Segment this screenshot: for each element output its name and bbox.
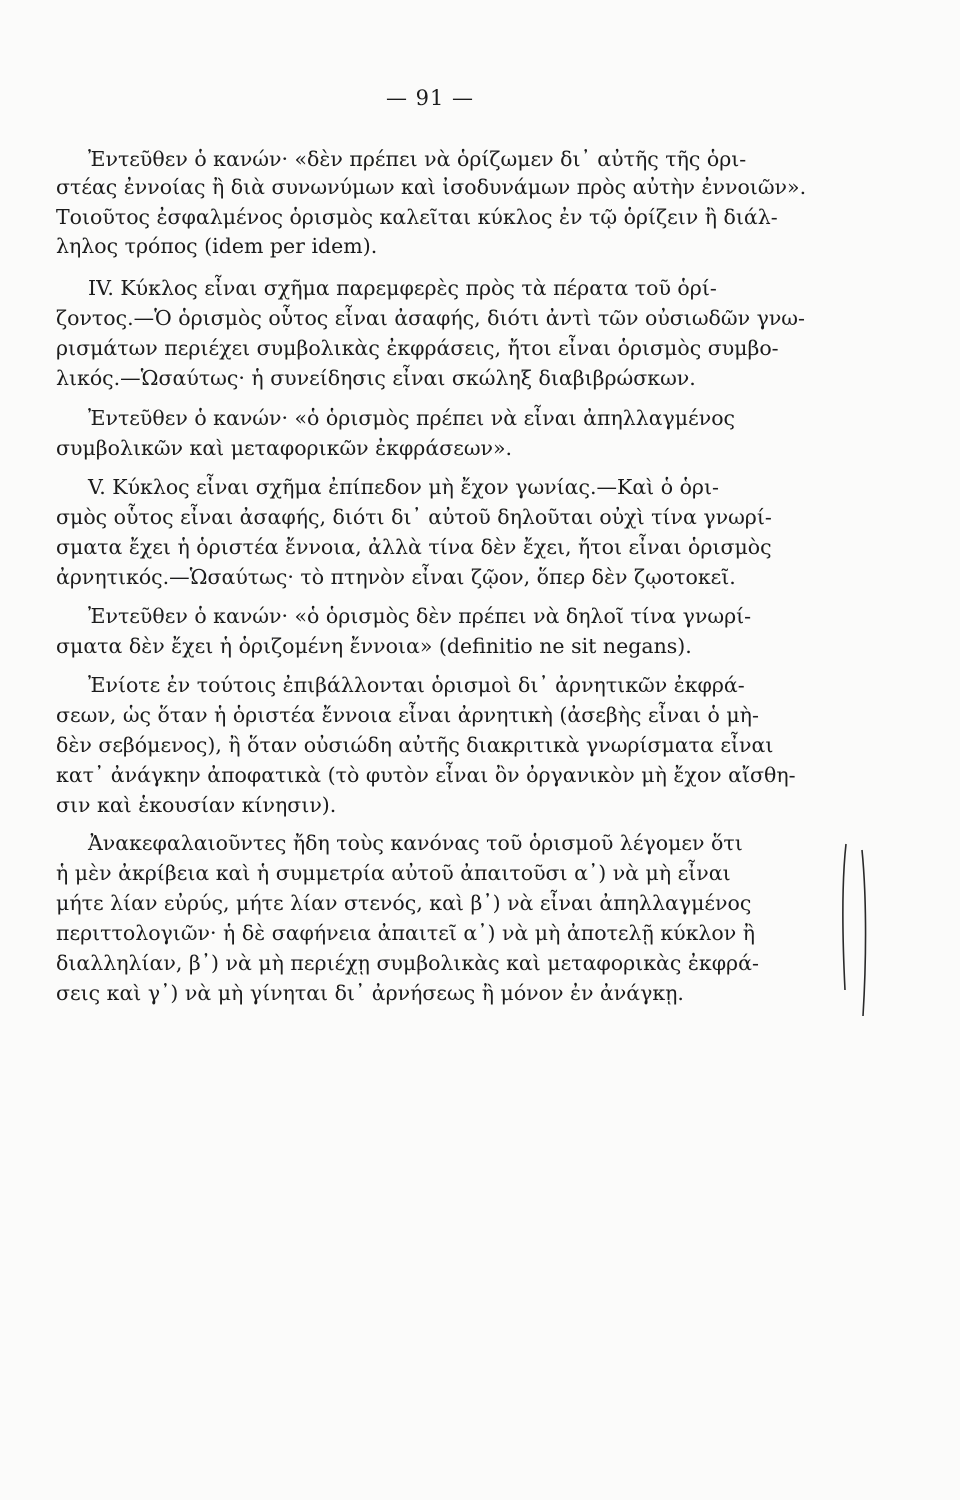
text-line: περιττολογιῶν· ἡ δὲ σαφήνεια ἀπαιτεῖ α᾽) νὰ μὴ ἀποτελῇ κύκλον ἢ — [56, 921, 756, 945]
text-line: διαλληλίαν, β᾽) νὰ μὴ περιέχῃ συμβολικὰς καὶ μεταφορικὰς ἐκφρά- — [56, 951, 759, 975]
text-line: ληλος τρόπος (idem per idem). — [56, 234, 378, 258]
page-number: — 91 — — [385, 86, 475, 110]
text-line: σματα δὲν ἔχει ἡ ὁριζομένη ἔννοια» (definitio ne sit negans). — [56, 634, 692, 658]
text-line: Ἐνίοτε ἐν τούτοις ἐπιβάλλονται ὁρισμοὶ δι᾽ ἀρνητικῶν ἐκφρά- — [88, 673, 745, 697]
text-line: σματα ἔχει ἡ ὁριστέα ἔννοια, ἀλλὰ τίνα δὲν ἔχει, ἤτοι εἶναι ὁρισμὸς — [56, 535, 772, 559]
text-line: μήτε λίαν εὐρύς, μήτε λίαν στενός, καὶ β᾽) νὰ εἶναι ἀπηλλαγμένος — [56, 891, 752, 915]
text-line: ἡ μὲν ἀκρίβεια καὶ ἡ συμμετρία αὐτοῦ ἀπαιτοῦσι α᾽) νὰ μὴ εἶναι — [56, 861, 731, 885]
text-line: λικός.—Ὡσαύτως· ἡ συνείδησις εἶναι σκώληξ διαβιβρώσκων. — [56, 366, 696, 390]
text-line: Τοιοῦτος ἐσφαλμένος ὁρισμὸς καλεῖται κύκλος ἐν τῷ ὁρίζειν ἢ διάλ- — [56, 205, 778, 229]
text-line: σιν καὶ ἑκουσίαν κίνησιν). — [56, 793, 337, 817]
text-line: Ἐντεῦθεν ὁ κανών· «δὲν πρέπει νὰ ὁρίζωμεν δι᾽ αὐτῆς τῆς ὁρι- — [88, 147, 747, 171]
text-line: Ἐντεῦθεν ὁ κανών· «ὁ ὁρισμὸς πρέπει νὰ εἶναι ἀπηλλαγμένος — [88, 406, 736, 430]
text-line: συμβολικῶν καὶ μεταφορικῶν ἐκφράσεων». — [56, 436, 513, 460]
text-line: ζοντος.—Ὁ ὁρισμὸς οὗτος εἶναι ἀσαφής, διότι ἀντὶ τῶν οὐσιωδῶν γνω- — [56, 306, 805, 330]
text-line: δὲν σεβόμενος), ἢ ὅταν οὐσιώδη αὐτῆς διακριτικὰ γνωρίσματα εἶναι — [56, 733, 774, 757]
text-line: V. Κύκλος εἶναι σχῆμα ἐπίπεδον μὴ ἔχον γωνίας.—Καὶ ὁ ὁρι- — [88, 475, 719, 499]
text-line: IV. Κύκλος εἶναι σχῆμα παρεμφερὲς πρὸς τὰ πέρατα τοῦ ὁρί- — [88, 276, 717, 300]
text-line: σεις καὶ γ᾽) νὰ μὴ γίνηται δι᾽ ἀρνήσεως ἢ μόνον ἐν ἀνάγκῃ. — [56, 981, 684, 1005]
text-line: σμὸς οὗτος εἶναι ἀσαφής, διότι δι᾽ αὐτοῦ δηλοῦται οὐχὶ τίνα γνωρί- — [56, 505, 772, 529]
text-line: κατ᾽ ἀνάγκην ἀποφατικὰ (τὸ φυτὸν εἶναι ὂν ὀργανικὸν μὴ ἔχον αἴσθη- — [56, 763, 796, 787]
text-line: ρισμάτων περιέχει συμβολικὰς ἐκφράσεις, ἤτοι εἶναι ὁρισμὸς συμβο- — [56, 336, 779, 360]
text-line: Ἀνακεφαλαιοῦντες ἤδη τοὺς κανόνας τοῦ ὁρισμοῦ λέγομεν ὅτι — [88, 831, 743, 855]
text-line: σεων, ὡς ὅταν ἡ ὁριστέα ἔννοια εἶναι ἀρνητικὴ (ἀσεβὴς εἶναι ὁ μὴ- — [56, 703, 759, 727]
text-line: Ἐντεῦθεν ὁ κανών· «ὁ ὁρισμὸς δὲν πρέπει νὰ δηλοῖ τίνα γνωρί- — [88, 604, 752, 628]
text-line: ἀρνητικός.—Ὡσαύτως· τὸ πτηνὸν εἶναι ζῷον, ὅπερ δὲν ζῳοτοκεῖ. — [56, 565, 736, 589]
text-line: στέας ἐννοίας ἢ διὰ συνωνύμων καὶ ἰσοδυνάμων πρὸς αὐτὴν ἐννοιῶν». — [56, 175, 807, 199]
margin-pencil-mark — [836, 840, 876, 1020]
